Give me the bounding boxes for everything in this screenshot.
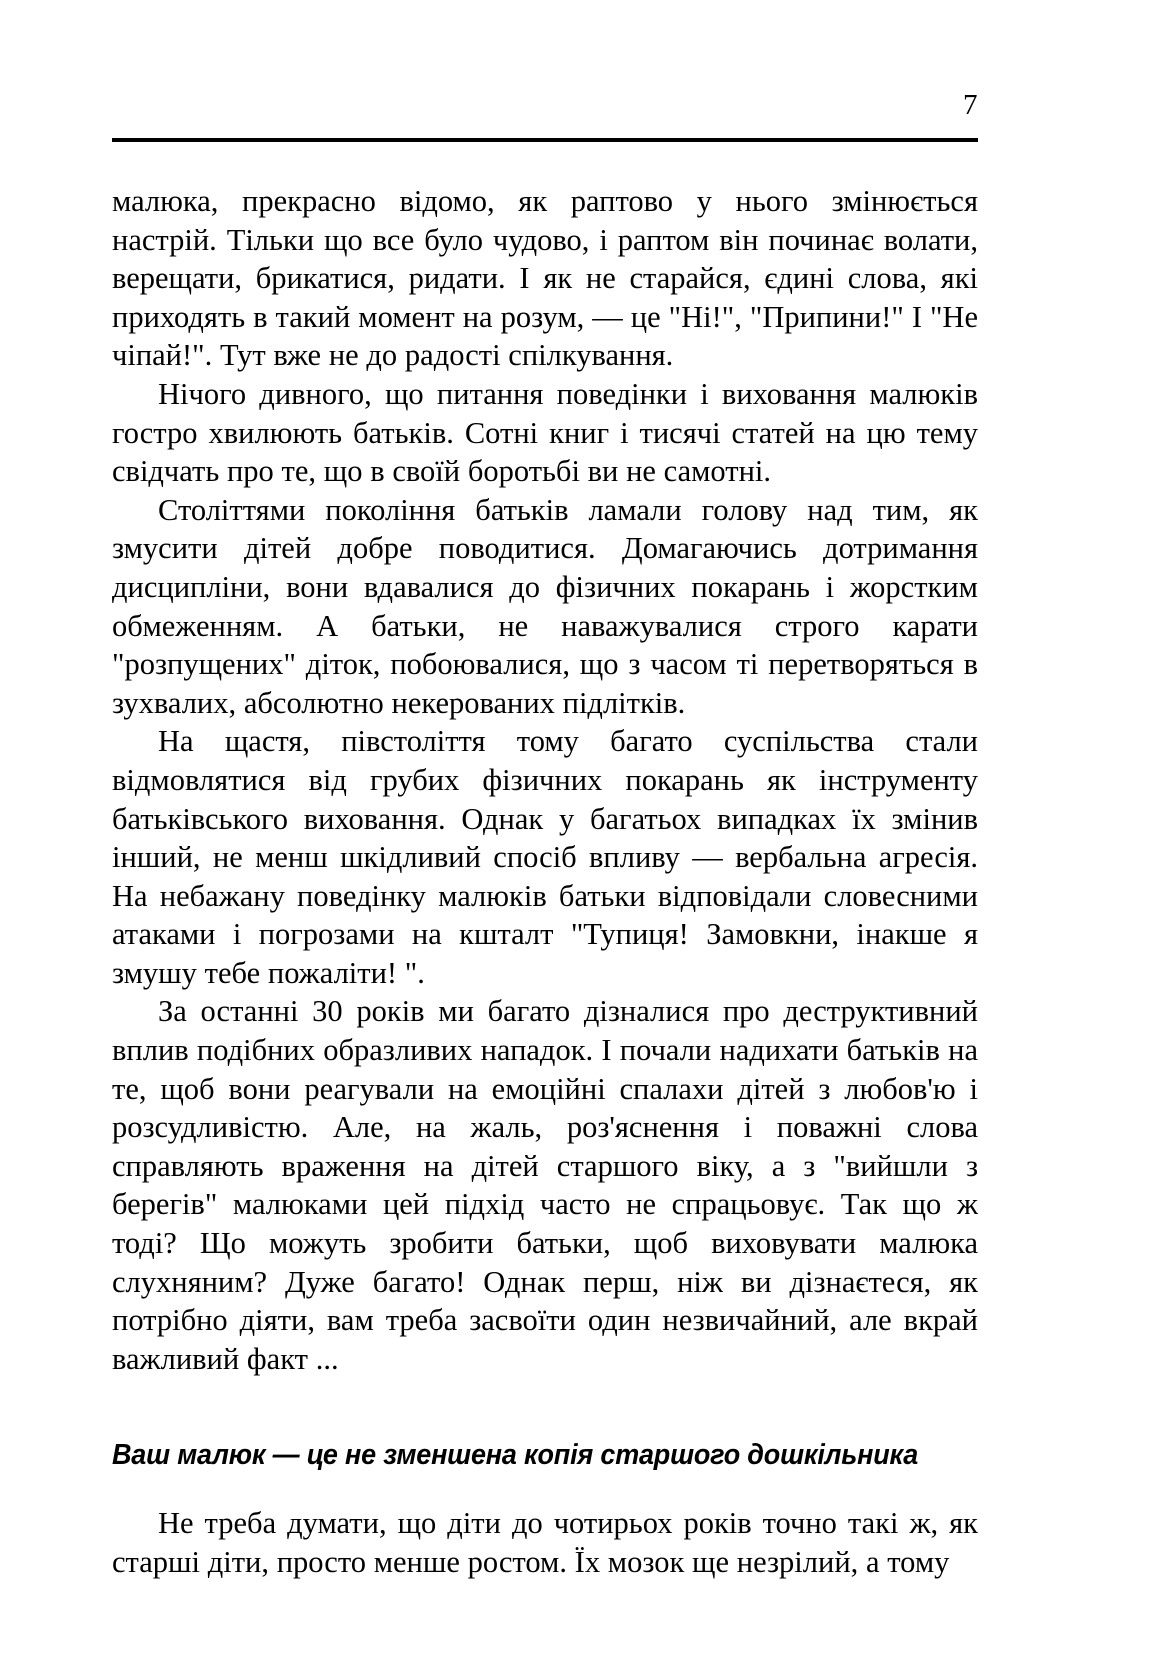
paragraph: Століттями покоління батьків ламали голову над тим, як змусити дітей добре поводитися. Домагаючись дотримання дисципліни, вони вдавалися до фізичних покарань і жорстким обмеженням. А батьки, не наважувалися строго карати "розпущених" діток, побоювалися, що з часом ті перетворяться в зухвалих, абсолютно некерованих підлітків. [112, 492, 978, 720]
paragraph: За останні 30 років ми багато дізналися про деструктивний вплив подібних образливих нападок. І почали надихати батьків на те, щоб вони реагували на емоційні спалахи дітей з любов'ю і розсудливістю. Але, на жаль, роз'яснення і поважні слова справляють враження на дітей старшого віку, а з "вийшли з берегів" малюками цей підхід часто не спрацьовує. Так що ж тоді? Що можуть зробити батьки, щоб виховувати малюка слухняним? Дуже багато! Однак перш, ніж ви дізнаєтеся, як потрібно діяти, вам треба засвоїти один незвичайний, але вкрай важливий факт ... [112, 994, 978, 1376]
paragraph: малюка, прекрасно відомо, як раптово у нього змінюється настрій. Тільки що все було чудово, і раптом він починає волати, верещати, брикатися, ридати. І як не старайся, єдині слова, які приходять в такий момент на розум, — це "Ні!", "Припини!" І "Не чіпай!". Тут вже не до радості спілкування. [112, 184, 978, 373]
page-number: 7 [963, 89, 978, 121]
section-heading: Ваш малюк — це не зменшена копія старшого дошкільника [112, 1439, 919, 1472]
page-header [112, 88, 978, 142]
spacer [112, 1474, 978, 1504]
spacer [112, 1378, 978, 1436]
paragraph: Не треба думати, що діти до чотирьох років точно такі ж, як старші діти, просто менше ростом. Їх мозок ще незрілий, а тому [112, 1506, 978, 1579]
paragraph: На щастя, півстоліття тому багато суспільства стали відмовлятися від грубих фізичних покарань як інструменту батьківського виховання. Однак у багатьох випадках їх змінив інший, не менш шкідливий спосіб впливу — вербальна агресія. На небажану поведінку малюків батьки відповідали словесними атаками і погрозами на кшталт "Тупиця! Замовкни, інакше я змушу тебе пожаліти! ". [112, 724, 978, 990]
header-rule [112, 138, 978, 142]
paragraph: Нічого дивного, що питання поведінки і виховання малюків гостро хвилюють батьків. Сотні книг і тисячі статей на цю тему свідчать про те, що в своїй боротьбі ви не самотні. [112, 376, 978, 489]
page-body [112, 182, 978, 1582]
